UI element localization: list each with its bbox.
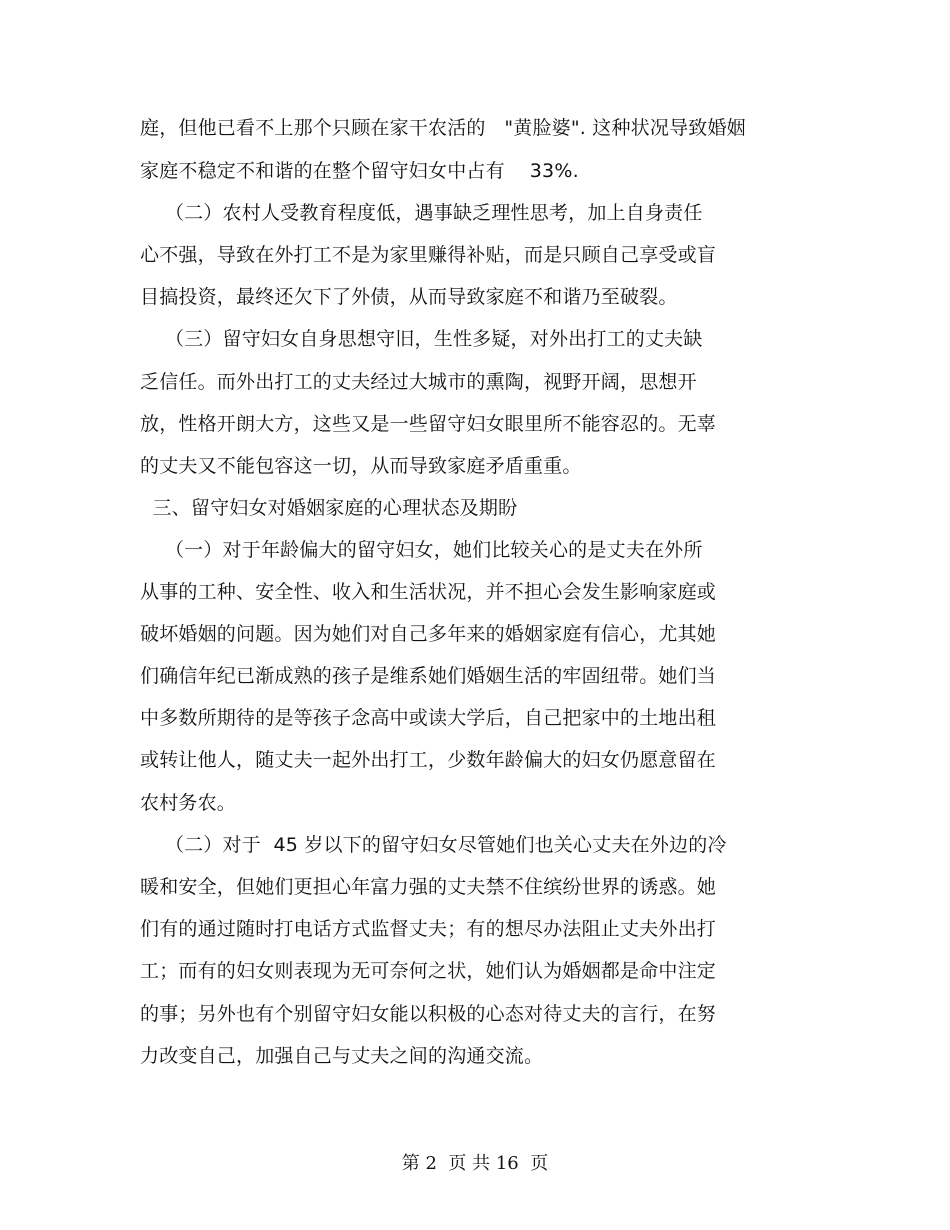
body-text-line: 心不强，导致在外打工不是为家里赚得补贴，而是只顾自己享受或盲 [140,244,717,266]
page-number-footer: 第 2 页 共 16 页 [401,1153,549,1174]
body-text-line: 工；而有的妇女则表现为无可奈何之状，她们认为婚姻都是命中注定 [140,960,717,982]
body-text-line: 们确信年纪已渐成熟的孩子是维系她们婚姻生活的牢固纽带。她们当 [140,665,717,687]
body-text-line: 农村务农。 [140,792,237,814]
body-text-line: 目搞投资，最终还欠下了外债，从而导致家庭不和谐乃至破裂。 [140,286,678,308]
body-text-line: 的丈夫又不能包容这一切，从而导致家庭矛盾重重。 [140,455,582,477]
body-text-line: （三）留守妇女自身思想守旧，生性多疑，对外出打工的丈夫缺 [140,328,703,350]
body-text-line: 或转让他人，随丈夫一起外出打工，少数年龄偏大的妇女仍愿意留在 [140,749,717,771]
body-text-line: 从事的工种、安全性、收入和生活状况，并不担心会发生影响家庭或 [140,581,717,603]
body-text-line: 破坏婚姻的问题。因为她们对自己多年来的婚姻家庭有信心，尤其她 [140,623,717,645]
body-text-line: 的事；另外也有个别留守妇女能以积极的心态对待丈夫的言行，在努 [140,1003,717,1025]
body-text-line: 放，性格开朗大方，这些又是一些留守妇女眼里所不能容忍的。无辜 [140,413,717,435]
body-text-line: （一）对于年龄偏大的留守妇女，她们比较关心的是丈夫在外所 [140,539,703,561]
body-text-line: 力改变自己，加强自己与丈夫之间的沟通交流。 [140,1045,544,1067]
body-text-line: （二）农村人受教育程度低，遇事缺乏理性思考，加上自身责任 [140,202,703,224]
body-text-line: 们有的通过随时打电话方式监督丈夫；有的想尽办法阻止丈夫外出打 [140,918,717,940]
body-text-line: 庭，但他已看不上那个只顾在家干农活的 "黄脸婆". 这种状况导致婚姻 [140,117,746,139]
body-text-line: 暖和安全，但她们更担心年富力强的丈夫禁不住缤纷世界的诱惑。她 [140,876,717,898]
body-text-line: 家庭不稳定不和谐的在整个留守妇女中占有 33%. [140,160,579,182]
body-text-line: 乏信任。而外出打工的丈夫经过大城市的熏陶，视野开阔，思想开 [140,371,697,393]
body-text-line: 中多数所期待的是等孩子念高中或读大学后，自己把家中的土地出租 [140,707,717,729]
section-heading: 三、留守妇女对婚姻家庭的心理状态及期盼 [140,497,518,519]
body-text-line: （二）对于 45 岁以下的留守妇女尽管她们也关心丈夫在外边的冷 [140,834,727,856]
